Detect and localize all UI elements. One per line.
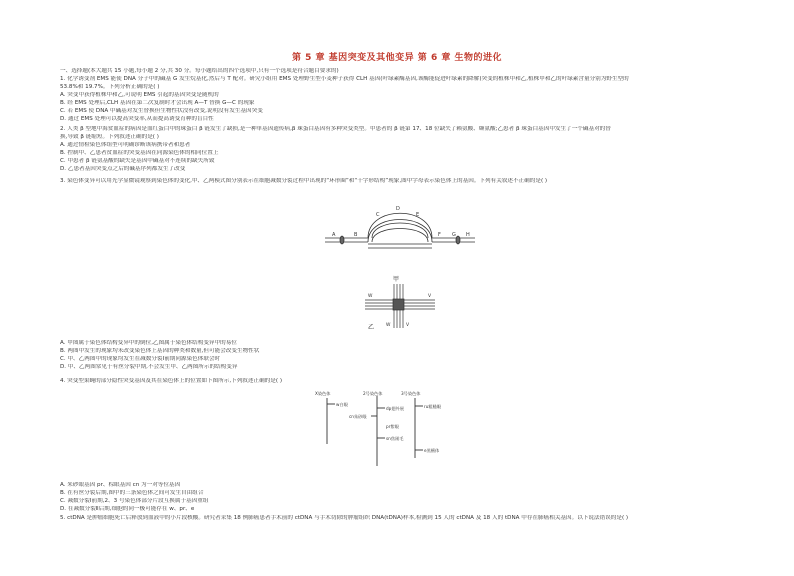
gene-sn: sn焦刚毛: [386, 436, 404, 441]
question-1-stem: 1. 化学诱变剂 EMS 能使 DNA 分子中的碱基 G 发生烷基化,然后与 T 配对。研究小组用 EMS 处理野生型小麦种子获得 CLH 基因(叶绿素酶基因,该酶能促进叶绿素的降解)突变的植株甲和乙,植株甲和乙的叶绿素含量分别为野生型的: [60, 76, 629, 82]
question-2-stem-cont: 换,导致 β 链缩短。下列叙述正确的是( ): [60, 134, 159, 140]
gene-label-G: G: [452, 232, 456, 238]
figure-jia-label: 甲: [393, 276, 400, 283]
page-title: 第 5 章 基因突变及其他变异 第 6 章 生物的进化: [292, 53, 502, 63]
question-2-option-b: B. 控制甲、乙患者贫血症的突变基因在同源染色体的相同位置上: [60, 150, 219, 156]
gene-label-H: H: [466, 232, 470, 238]
gene-label-E: E: [416, 212, 420, 218]
gene-label-w1: W: [368, 294, 373, 299]
question-4-stem: 4. 突变型果蝇的部分隐性突变基因及其在染色体上的位置如下图所示,下列叙述正确的是( ): [60, 378, 283, 384]
question-2-option-a: A. 通过情检染色体组型可明确诊断该病携带者和患者: [60, 142, 191, 148]
question-2-stem: 2. 人类 β 型地中海贫血症的病因是血红蛋白中的珠蛋白 β 链发生了缺损,是一种单基因遗传病,β 珠蛋白基因有多种突变类型。甲患者的 β 链第 17、18 位缺失了赖氨酸、缬氨酸;乙患者 β 珠蛋白基因中发生了一个碱基对的替: [60, 126, 611, 132]
chromosome-label-x: X染色体: [315, 391, 331, 396]
question-3-option-a: A. 甲图属于染色体结构变异中的倒位,乙图属于染色体结构变异中的易位: [60, 340, 237, 346]
figure-yi-label: 乙: [368, 324, 375, 331]
gene-dp: dp翅外展: [386, 406, 404, 411]
question-3-option-d: D. 甲、乙两图常见于有丝分裂中期,不会发生甲、乙两图所示的结构变异: [60, 364, 238, 370]
figure-jia-ring-loop: [320, 200, 480, 270]
gene-pr: pr紫眼: [386, 424, 399, 429]
question-4-option-a: A. 朱砂眼基因 pr、棕眼基因 cn 为一对等位基因: [60, 482, 181, 488]
gene-ru: ru粗糙眼: [424, 404, 441, 409]
gene-label-A: A: [332, 232, 336, 238]
question-4-option-b: B. 在有丝分裂后期,图中的三条染色体之间可发生自由组合: [60, 490, 204, 496]
question-1-option-b: B. 经 EMS 处理后,CLH 基因在第二次复制时才会出现 A—T 替换 G—C 的现象: [60, 100, 255, 106]
question-5-stem: 5. ctDNA 是肿瘤细胞死亡后释放到血液中的小片段核酸。研究者采集 18 例肺癌患者手术前的 ctDNA 与手术切除的肿瘤组织 DNA(tDNA)样本,检测到 15 人的 ctDNA 及 18 人的 tDNA 中存在肺癌相关基因。以下说法错误的是( ): [60, 515, 629, 521]
gene-label-v1: V: [428, 294, 432, 299]
gene-label-C: C: [376, 212, 380, 218]
question-4-option-d: D. 在减数分裂Ⅱ后期,细胞的同一极可能存在 w、pr、e: [60, 506, 195, 512]
gene-e: e黑檀体: [424, 448, 440, 453]
question-1-stem-cont: 53.8%和 19.7%。下列分析正确的是( ): [60, 84, 160, 90]
gene-label-v2: V: [406, 323, 410, 328]
question-1-option-d: D. 通过 EMS 处理可以提高突变率,从而提高诱变育种的盲目性: [60, 116, 214, 122]
gene-label-w2: W: [386, 323, 391, 328]
gene-label-F: F: [438, 232, 441, 238]
chromosome-label-3: 3号染色体: [401, 391, 421, 396]
gene-w: w白眼: [336, 402, 348, 407]
gene-label-D: D: [396, 206, 400, 212]
question-1-option-a: A. 突变中获得植株甲和乙,可说明 EMS 引起的基因突变是随机的: [60, 92, 219, 98]
figure-chromosome-gene-map: [305, 388, 455, 468]
question-2-option-c: C. 甲患者 β 链氨基酸的缺失是基因中碱基对不连续的缺失所致: [60, 158, 215, 164]
question-1-option-c: C. 若 EMS 使 DNA 中碱基对发生替换但生物性状没有改变,说明没有发生基因突变: [60, 108, 263, 114]
question-3-option-b: B. 两图中发生的现象均未改变染色体上基因的种类和数量,但可能会改变生物性状: [60, 348, 260, 354]
chromosome-label-2: 2号染色体: [363, 391, 383, 396]
gene-label-B: B: [354, 232, 358, 238]
section-heading: 一、选择题(本大题共 15 小题,每小题 2 分,共 30 分。每小题给出的四个选项中,只有一个选项是符合题目要求的): [60, 68, 339, 74]
question-3-option-c: C. 甲、乙两图中的现象均发生在减数分裂Ⅰ前期同源染色体联会时: [60, 356, 221, 362]
question-3-stem: 3. 染色体变异可以用光学显微镜观察到染色体的变化,甲、乙两模式图分别表示在细胞减数分裂过程中出现的“环形圈”和“十字形结构”现象,图中字母表示染色体上的基因。下列有关叙述不正确的是( ): [60, 178, 548, 184]
question-2-option-d: D. 乙患者基因突变点之后的碱基序列都发生了改变: [60, 166, 186, 172]
gene-cn: cn朱砂眼: [349, 414, 367, 419]
question-4-option-c: C. 减数分裂Ⅰ前期,2、3 号染色体部分片段互换属于基因重组: [60, 498, 209, 504]
